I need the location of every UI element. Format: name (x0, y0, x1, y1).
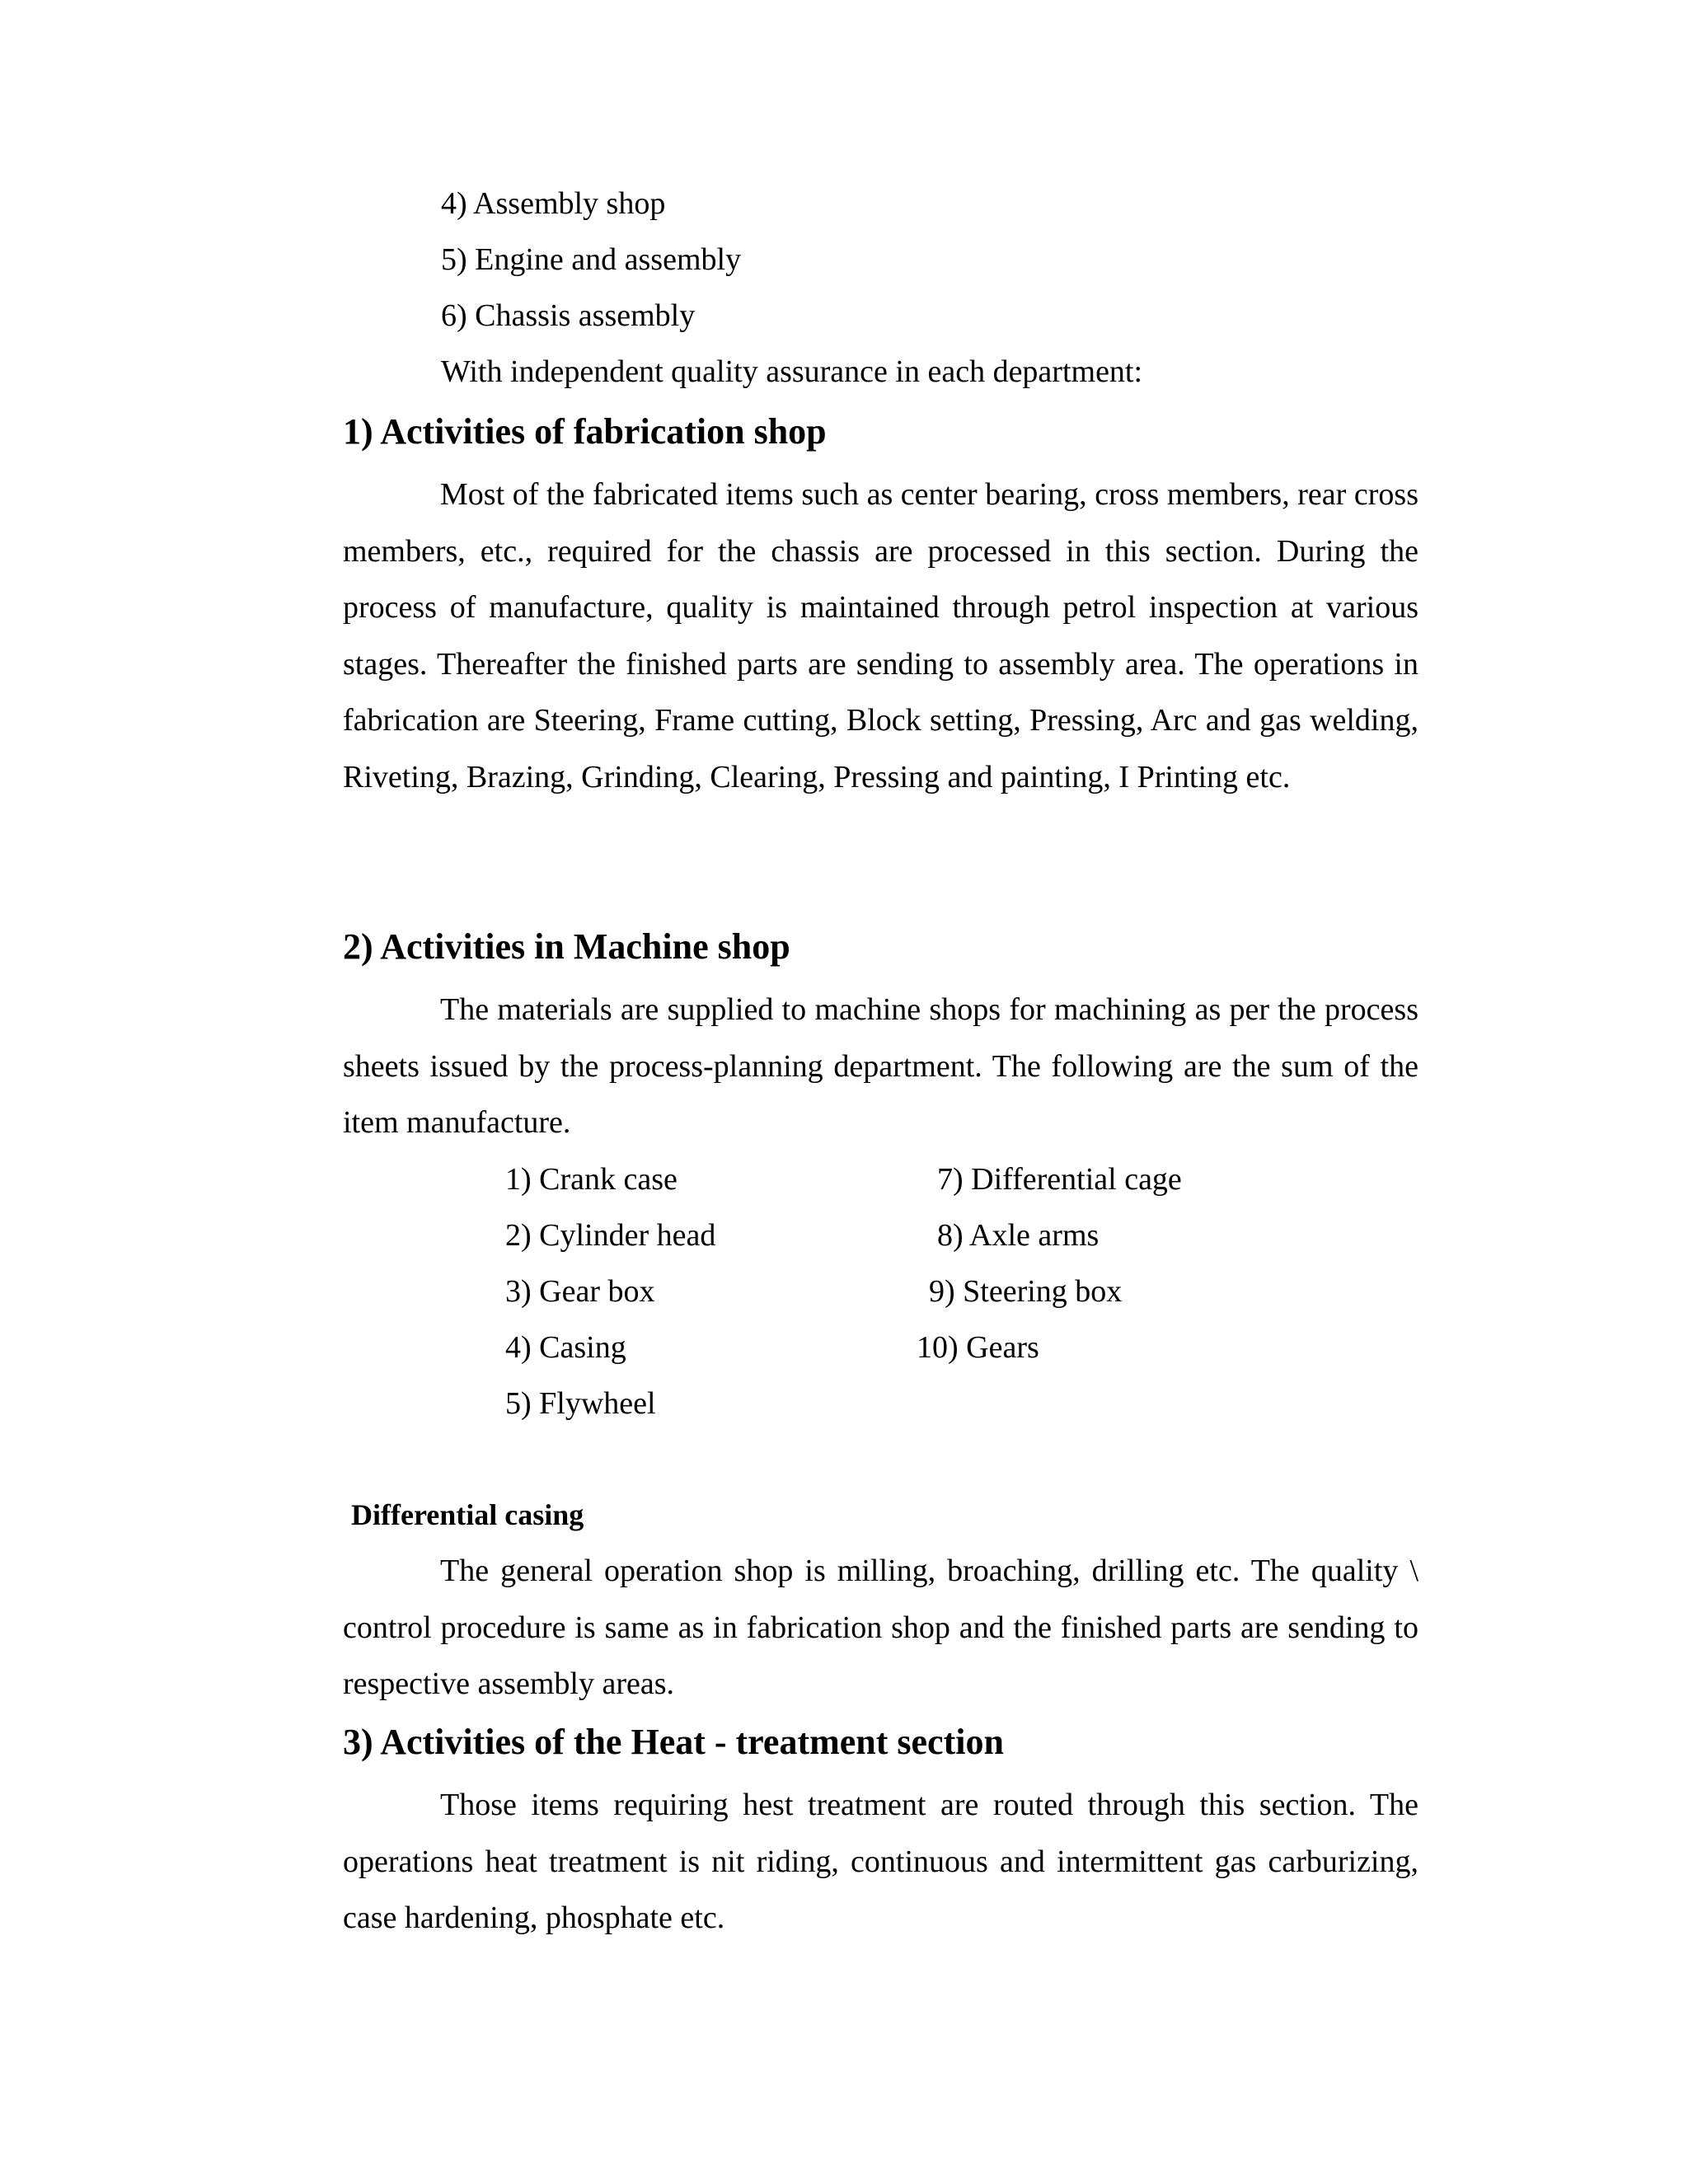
section-paragraph: Those items requiring hest treatment are routed through this section. The operations heat treatment is nit riding, continuous and intermittent gas carburizing, case hardening, phosphate etc. (343, 1788, 1418, 1935)
list-item: 5) Flywheel (505, 1386, 656, 1421)
section-paragraph: The general operation shop is milling, broaching, drilling etc. The quality \ control procedure is same as in fabrication shop and the finished parts are sending to respective assembly areas. (343, 1554, 1418, 1701)
list-item: 9) Steering box (929, 1274, 1123, 1309)
section-paragraph: Most of the fabricated items such as center bearing, cross members, rear cross members, etc., required for the chassis are processed in this section. During the process of manufacture, quality is maintained through petrol inspection at various stages. Thereafter the finished parts are sending to assembly area. The operations in fabrication are Steering, Frame cutting, Block setting, Pressing, Arc and gas welding, Riveting, Brazing, Grinding, Clearing, Pressing and painting, I Printing etc. (343, 477, 1418, 794)
list-item: 1) Crank case (505, 1162, 678, 1197)
intro-text: With independent quality assurance in each department: (441, 354, 1143, 389)
list-item: 10) Gears (917, 1330, 1039, 1365)
list-item: 3) Gear box (505, 1274, 655, 1309)
section-heading: 3) Activities of the Heat - treatment section (343, 1722, 1004, 1762)
list-item: 2) Cylinder head (505, 1218, 716, 1253)
section-heading: 1) Activities of fabrication shop (343, 411, 827, 452)
list-item: 6) Chassis assembly (441, 298, 696, 333)
section-heading: 2) Activities in Machine shop (343, 926, 790, 967)
list-item: 4) Casing (505, 1330, 626, 1365)
section-paragraph: The materials are supplied to machine shops for machining as per the process sheets issued by the process-planning department. The following are the sum of the item manufacture. (343, 992, 1418, 1140)
subsection-heading: Differential casing (351, 1498, 584, 1531)
list-item: 8) Axle arms (937, 1218, 1100, 1253)
list-item: 5) Engine and assembly (441, 242, 742, 277)
list-item: 7) Differential cage (937, 1162, 1182, 1197)
list-item: 4) Assembly shop (441, 186, 666, 221)
